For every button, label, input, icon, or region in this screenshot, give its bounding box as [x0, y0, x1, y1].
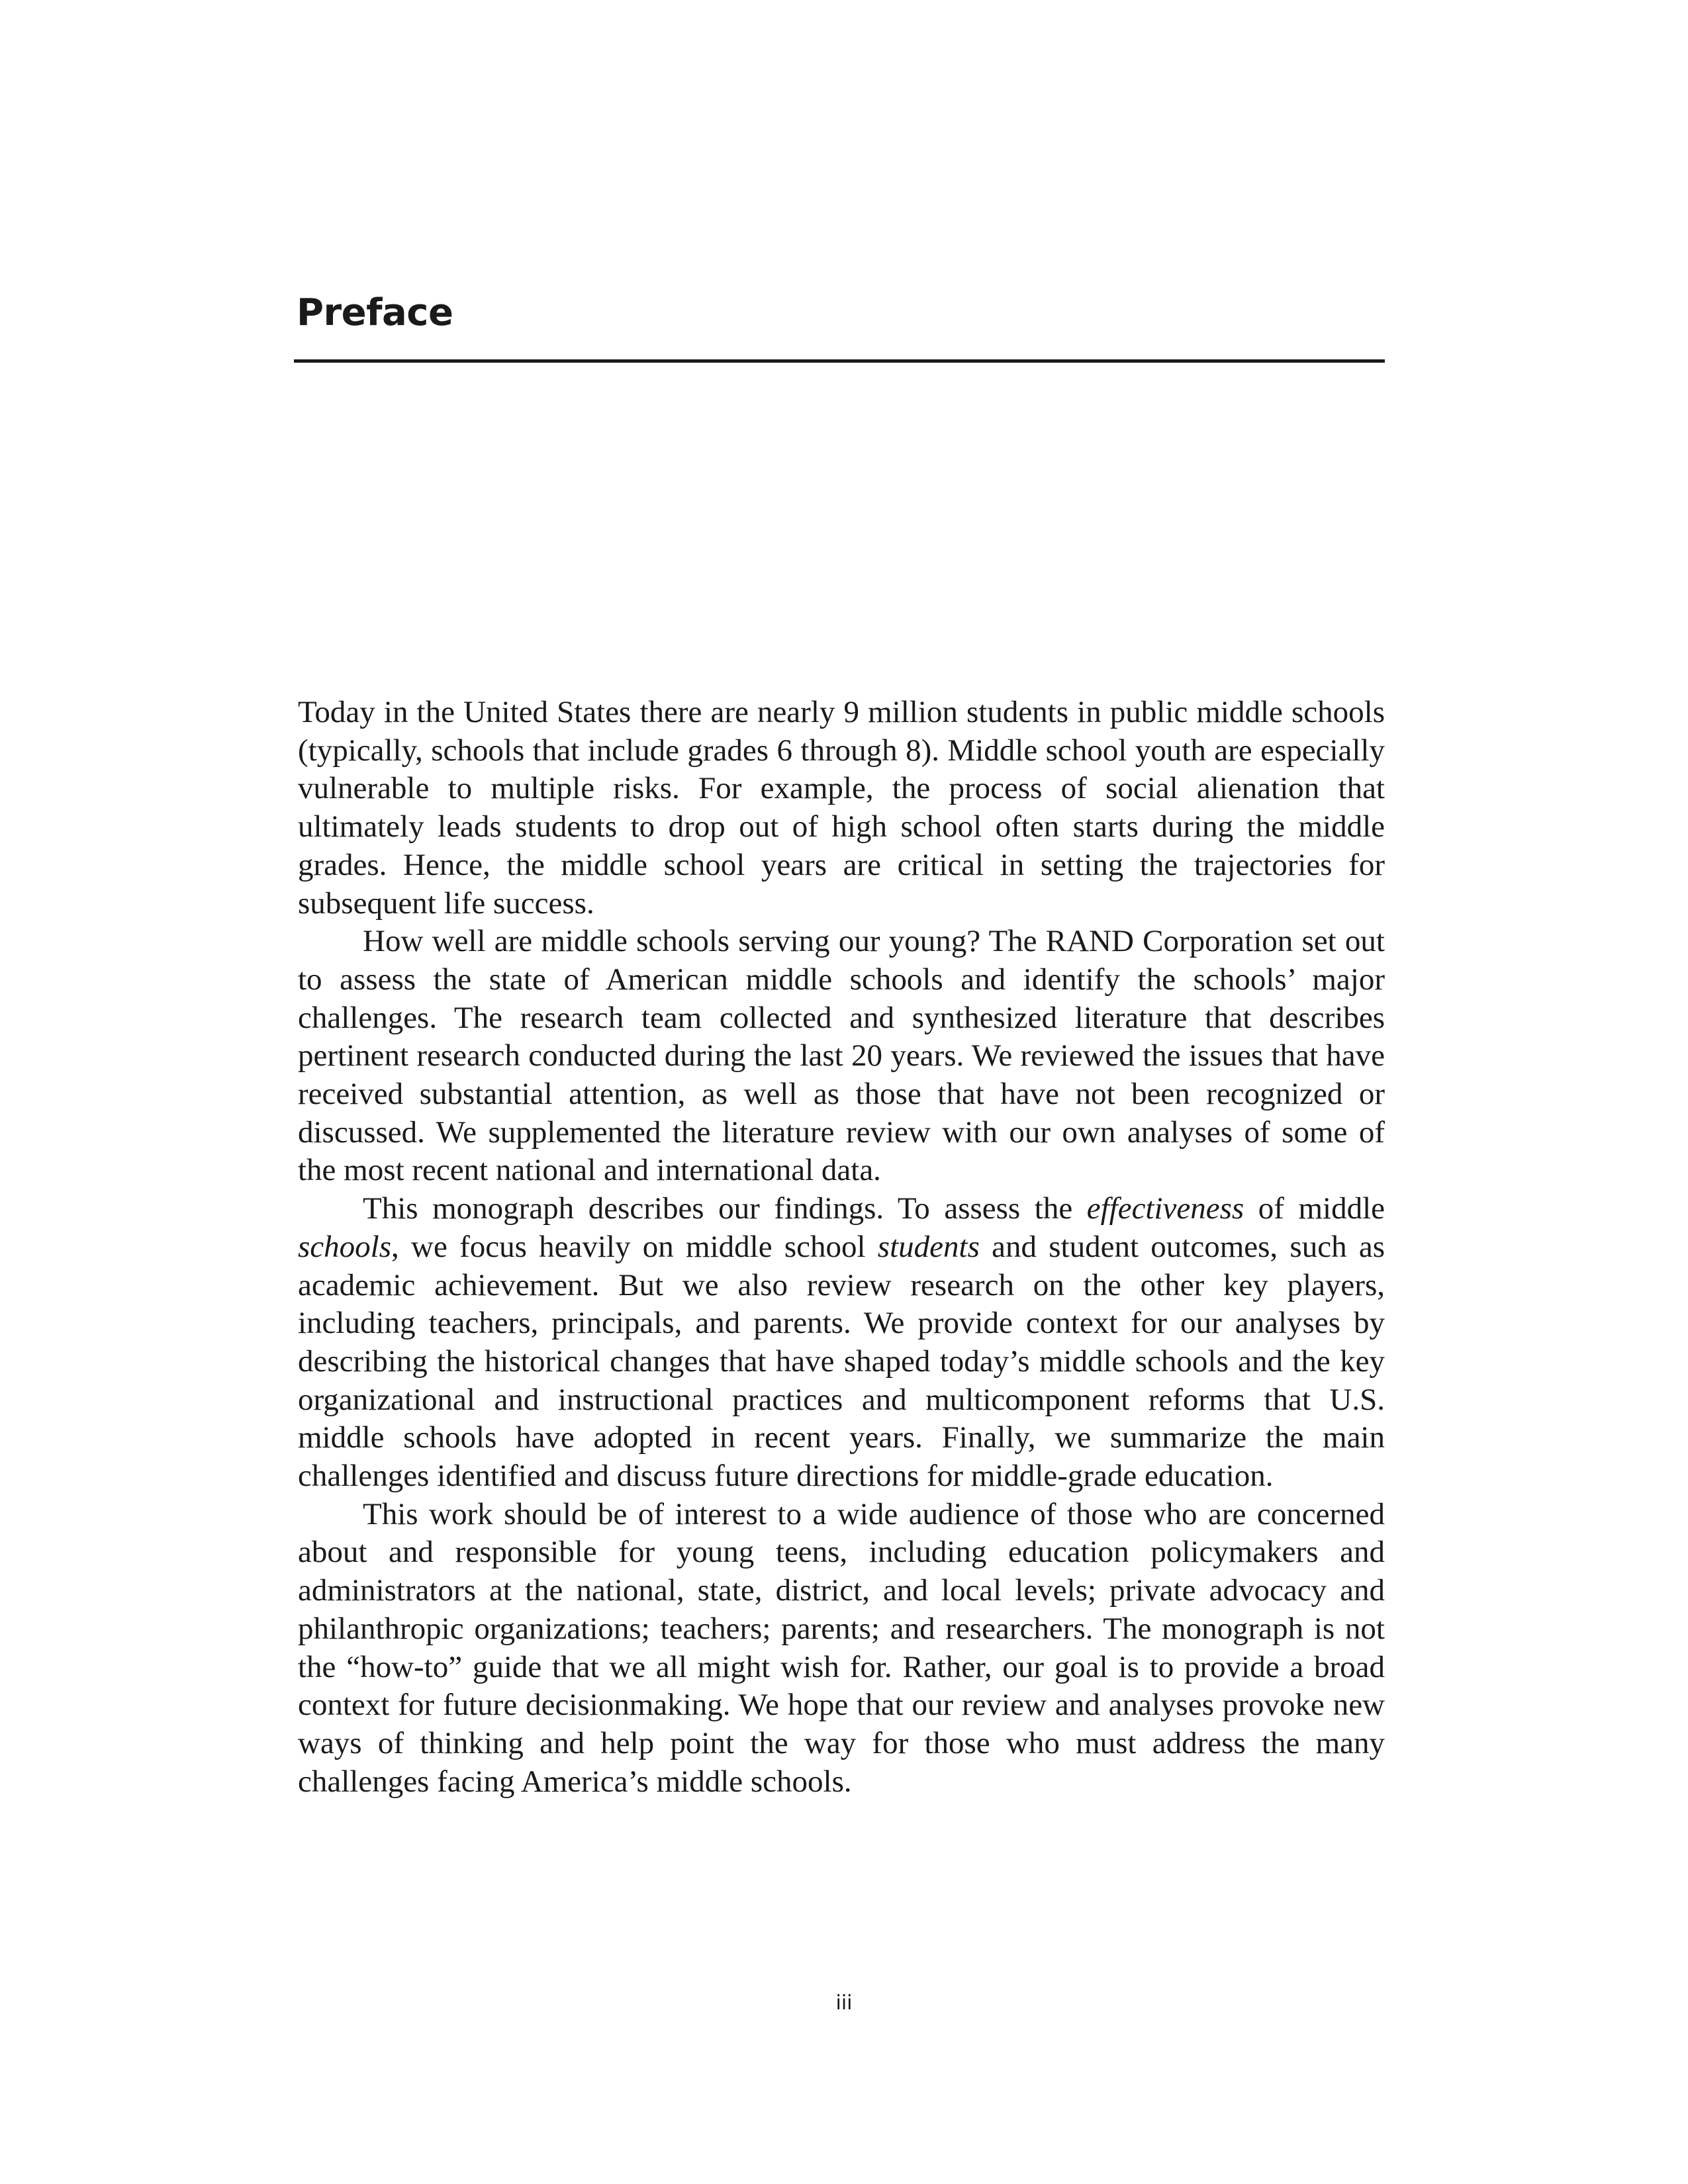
paragraph-3-text: and student outcomes, such as academic achievement. But we also review research on the other key players, including teachers, principals, and parents. We provide context for our analyses by describing the historical changes that have shaped today’s middle schools and the key organizational and instructional practices and multicomponent reforms that U.S. middle schools have adopted in recent years. Finally, we summarize the main challenges identified and discuss future directions for middle-grade education.	[298, 1229, 1385, 1494]
paragraph-1-text: Today in the United States there are nearly 9 million students in public middle schools (typically, schools that include grades 6 through 8). Middle school youth are especially vulnerable to multiple risks. For example, the process of social alienation that ultimately leads students to drop out of high school often starts during the middle grades. Hence, the middle school years are critical in setting the trajectories for subsequent life success.	[298, 695, 1385, 921]
emphasis-students: students	[877, 1229, 980, 1264]
emphasis-effectiveness: effectiveness	[1086, 1191, 1244, 1226]
paragraph-3	[298, 1190, 1385, 1496]
page-number: iii	[835, 1991, 853, 2015]
title-underline-rule	[294, 359, 1385, 363]
paragraph-2	[298, 923, 1385, 1190]
paragraph-4-text: This work should be of interest to a wide audience of those who are concerned about and responsible for young teens, including education policymakers and administrators at the national, state, district, and local levels; private advocacy and philanthropic organizations; teachers; parents; and researchers. The monograph is not the “how-to” guide that we all might wish for. Rather, our goal is to provide a broad context for future decisionmaking. We hope that our review and analyses provoke new ways of thinking and help point the way for those who must address the many challenges facing America’s middle schools.	[298, 1496, 1385, 1799]
page-title: Preface	[297, 291, 453, 334]
paragraph-2-text: How well are middle schools serving our young? The RAND Corporation set out to assess the state of American middle schools and identify the schools’ major challenges. The research team collected and synthesized literature that describes pertinent research conducted during the last 20 years. We reviewed the issues that have received substantial attention, as well as those that have not been recognized or discussed. We supplemented the literature review with our own analyses of some of the most recent national and international data.	[298, 924, 1385, 1188]
paragraph-3-text: This monograph describes our findings. To assess the	[363, 1191, 1087, 1226]
paragraph-1	[298, 694, 1385, 923]
emphasis-schools: schools	[298, 1229, 391, 1264]
paragraph-3-text: , we focus heavily on middle school	[391, 1229, 878, 1264]
paragraph-3-text: of middle	[1244, 1191, 1385, 1226]
preface-body	[298, 694, 1385, 1801]
paragraph-4	[298, 1496, 1385, 1801]
